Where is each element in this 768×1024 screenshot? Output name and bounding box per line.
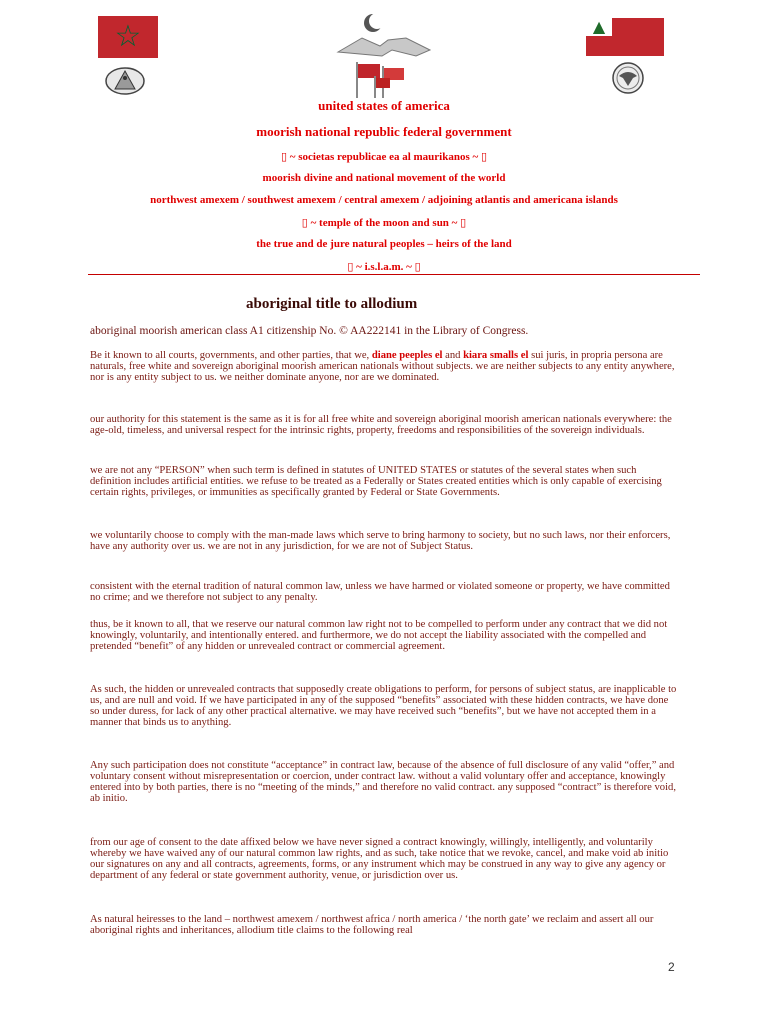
paragraph-text: Be it known to all courts, governments, and other parties, that we, (90, 350, 370, 361)
header-line-peoples: the true and de jure natural peoples – heirs of the land (256, 238, 512, 250)
citizenship-line: aboriginal moorish american class A1 citizenship No. © AA222141 in the Library of Congress. (90, 325, 529, 337)
paragraph-laws: we voluntarily choose to comply with the man-made laws which serve to bring harmony to society, but no such laws, nor their enforcers, have any authority over us. we are not in any jurisdiction, for we are not of Subject Status. (90, 530, 671, 553)
eagle-seal-icon (611, 62, 645, 94)
paragraph-text: sui juris, in propria persona are naturals, free white and sovereign aboriginal moorish american nationals without subjects. we are neither subjects to any entity anywhere, nor is any entity subject to us. we neither dominate anyone, nor are we dominated. (90, 350, 675, 384)
header-divider (88, 274, 700, 275)
page-number: 2 (668, 960, 675, 974)
paragraph-authority: our authority for this statement is the same as it is for all free white and sovereign aboriginal moorish american nationals everywhere: the age-old, timeless, and universal respect for the intrinsic rights, property, freedoms and responsibilities of the sovereign individuals. (90, 414, 672, 437)
header-line-movement: moorish divine and national movement of the world (262, 172, 506, 184)
paragraph-hidden-contracts: As such, the hidden or unrevealed contracts that supposedly create obligations to perform, for persons of subject status, are inapplicable to us, and are null and void. If we have participated in any of the supposed “benefits” associated with these hidden contracts, we have done so under duress, for lack of any other practical alternative. we may have received such “benefits”, but we have not accepted them in a manner that binds us to anything. (90, 684, 677, 729)
pine-tree-icon: ▲ (586, 18, 612, 36)
paragraph-contracts: thus, be it known to all, that we reserve our natural common law right not to be compelled to perform under any contract that we did not knowingly, voluntarily, and intentionally entered. and furthermore, we do not accept the liability associated with the compelled and pretended “benefit” of any hidden or unrevealed contract or commercial agreement. (90, 619, 668, 653)
pine-tree-flag-icon (586, 18, 664, 56)
pyramid-seal-icon (104, 66, 146, 96)
document-title: aboriginal title to allodium (246, 296, 418, 312)
paragraph-acceptance: Any such participation does not constitute “acceptance” in contract law, because of the absence of full disclosure of any valid “offer,” and voluntary consent without misrepresentation or coercion, under contract law. without a valid voluntary offer and acceptance, knowingly entered into by both parties, there is no “meeting of the minds,” and therefore no valid contract. any supposed “contract” is therefore void, ab initio. (90, 760, 676, 805)
header-line-societas: ▯ ~ societas republicae ea al maurikanos ~ ▯ (280, 151, 488, 163)
paragraph-declaration (90, 350, 680, 383)
conjunction-text: and (445, 350, 461, 361)
pentagram-star-icon: ☆ (114, 19, 142, 54)
person-name-1: diane peeples el (371, 350, 443, 361)
header-line-government: moorish national republic federal government (256, 124, 512, 139)
person-name-2: kiara smalls el (463, 350, 529, 361)
paragraph-common-law: consistent with the eternal tradition of natural common law, unless we have harmed or violated someone or property, we have committed no crime; and we therefore not subject to any penalty. (90, 581, 670, 604)
header-line-islam: ▯ ~ i.s.l.a.m. ~ ▯ (347, 261, 421, 273)
paragraph-person: we are not any “PERSON” when such term is defined in statutes of UNITED STATES or statutes of the several states when such definition includes artificial entities. we refuse to be treated as a Federally or States created entities which is only capable of exercising certain rights, privileges, or immunities as specifically granted by Federal or State Governments. (90, 465, 662, 499)
morocco-flag-icon (98, 16, 158, 58)
header-line-country: united states of america (318, 98, 450, 113)
paragraph-heiresses: As natural heiresses to the land – northwest amexem / northwest africa / north america / ‘the north gate’ we reclaim and assert all our aboriginal rights and inheritances, allodium title claims to the following real (90, 914, 654, 937)
paragraph-consent: from our age of consent to the date affixed below we have never signed a contract knowingly, willingly, intelligently, and voluntarily whereby we have waived any of our natural common law rights, and as such, take notice that we revoke, cancel, and make void ab initio our signatures on any and all contracts, agreements, forms, or any instrument which may be construed in any way to give any agency or department of any federal or state government authority, venue, or jurisdiction over us. (90, 837, 669, 882)
header-line-temple: ▯ ~ temple of the moon and sun ~ ▯ (301, 217, 467, 229)
header-line-regions: northwest amexem / southwest amexem / central amexem / adjoining atlantis and americana islands (150, 194, 618, 206)
crescent-handshake-flags-icon (330, 10, 440, 100)
